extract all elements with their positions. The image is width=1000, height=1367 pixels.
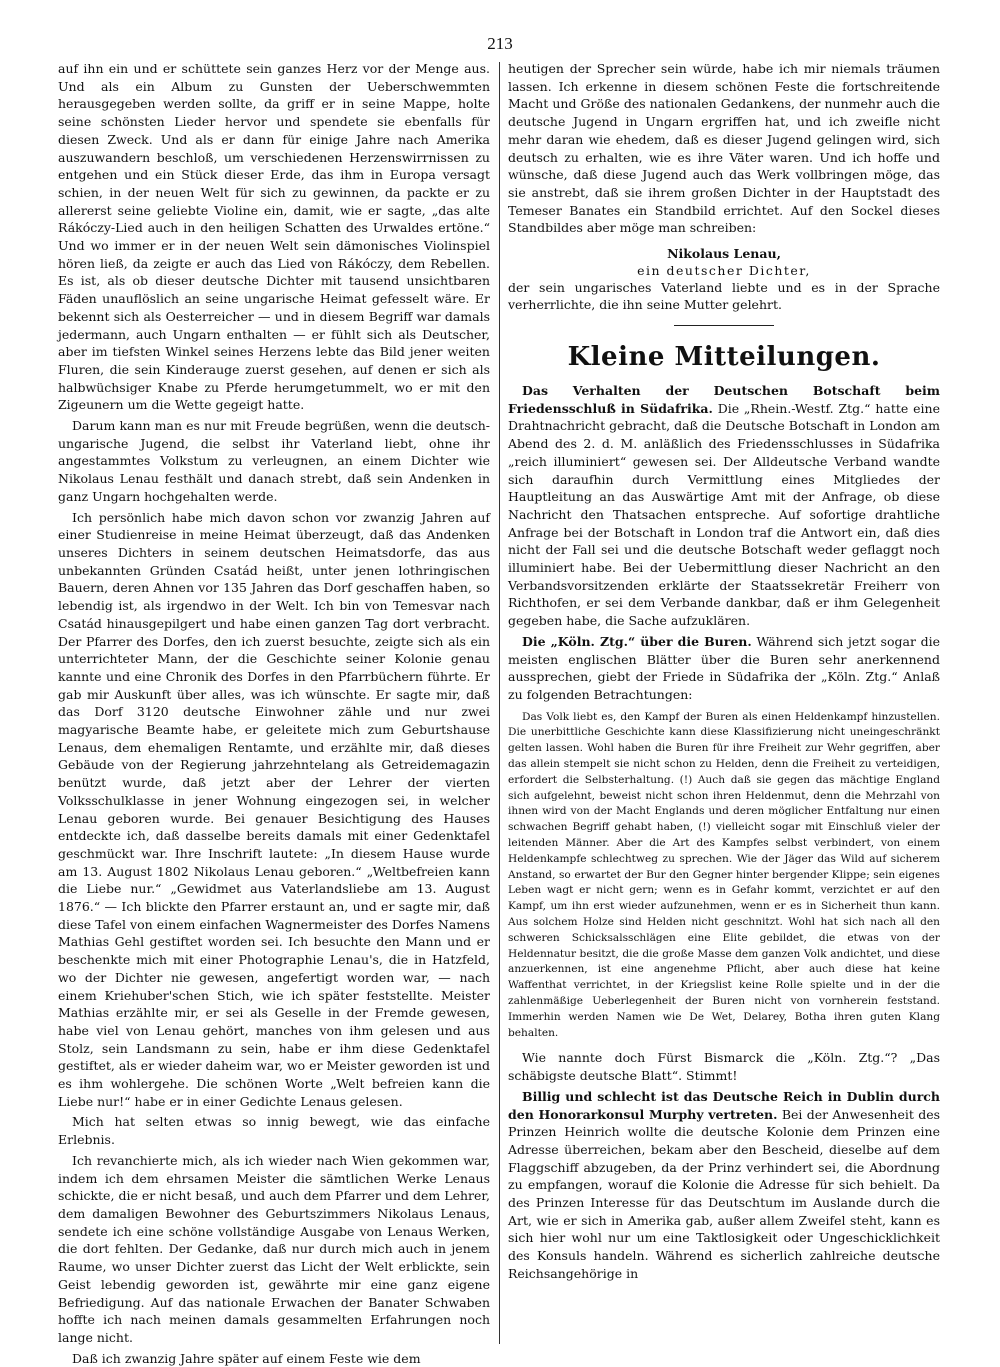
block-quote: Das Volk liebt es, den Kampf der Buren als einen Heldenkampf hinzustellen. Die unerbittliche Geschichte kann diese Klassifizierung nicht uneingeschränkt gelten lassen. Wohl haben die Buren für ihre Freiheit zur Wehr gegriffen, aber das allein stempelt sie nicht schon zu Helden, denn die Freiheit zu verteidigen, erfordert die Selbsterhaltung. (!) Auch daß sie gegen das mächtige England sich aufgelehnt, beweist nicht schon ihren Heldenmut, denn die Mehrzahl von ihnen wird von der Macht Englands und deren möglicher Entfaltung nur einen schwachen Begriff gehabt haben, (!) vielleicht sogar mit Einschluß vieler der leitenden Männer. Aber die Art des Kampfes selbst verbindert, von einem Heldenkampfe schlechtweg zu sprechen. Wie der Jäger das Wild auf sicherem Anstand, so erwartet der Bur den Gegner hinter bergender Klippe; sein eigenes Leben wagt er nicht gern; wenn es in Gefahr kommt, verzichtet er auf den Kampf, um ihn erst wieder aufzunehmen, wenn er es in Sicherheit thun kann. Aus solchem Holze sind Helden nicht geschnitzt. Wohl hat sich nach all den schweren Schicksalsschlägen eine Elite gebildet, die etwas von der Heldennatur besitzt, die die große Masse dem ganzen Volk andichtet, und diese anzuerkennen, ist eine angenehme Pflicht, aber auch diese hat keine Waffenthat verrichtet, in der Kriegslist keine Rolle spielte und in der die zahlenmäßige Ueberlegenheit der Buren nicht von vornherein feststand. Immerhin werden Namen wie De Wet, Delarey, Botha ihren guten Klang behalten. <box>508 710 940 1039</box>
inscription <box>508 245 940 279</box>
paragraph: Mich hat selten etwas so innig bewegt, wie das einfache Erlebnis. <box>58 1114 490 1148</box>
news-item-lead: Die „Köln. Ztg.“ über die Buren. <box>522 633 752 649</box>
news-item-text: Bei der Anwesenheit des Prinzen Heinrich wollte die deutsche Kolonie dem Prinzen eine Adresse überreichen, bekam aber den Bescheid, dieselbe auf dem Flaggschiff abzugeben, da der Prinz verhindert sei, die Abordnung zu empfangen, worauf die Kolonie die Adresse für sich behielt. Da des Prinzen Interesse für das Deutschtum im Auslande durch die Art, wie er sich in Amerika gab, außer allem Zweifel steht, kann es sich hier wohl nur um eine Taktlosigkeit oder Ungeschicklichkeit des Konsuls handeln. Während es sicherlich zahlreiche deutsche Reichsangehörige in <box>508 1106 941 1281</box>
left-column <box>58 60 490 1366</box>
page-number: 213 <box>487 34 513 53</box>
news-item-lead: Billig und schlecht ist das Deutsche Reich in Dublin durch den Honorarkonsul Murphy vertreten. <box>508 1088 940 1122</box>
paragraph: Ich persönlich habe mich davon schon vor zwanzig Jahren auf einer Studienreise in meine Heimat überzeugt, daß das Andenken unseres Dichters in seinem deutschen Heimatsdorfe, das aus unbekannten Gründen Csatád heißt, unter jenen lothringischen Bauern, deren Ahnen vor 135 Jahren das Dorf geschaffen haben, so lebendig ist, als irgendwo in der Welt. Ich bin von Temesvar nach Csatád hinausgepilgert und habe einen ganzen Tag dort verbracht. Der Pfarrer des Dorfes, den ich zuerst besuchte, zeigte sich als ein unterrichteter Mann, der die Geschichte seiner Kolonie genau kannte und eine Chronik des Dorfes in den Pfarrbüchern führte. Er gab mir Auskunft über alles, was ich wünschte. Er sagte mir, daß das Dorf 3120 deutsche Einwohner zähle und nur zwei magyarische Beamte habe, er geleitete mich zum Geburtshause Lenaus, dem ehemaligen Rentamte, und erzählte mir, daß dieses Gebäude von der Regierung jahrzehntelang als Getreidemagazin benützt wurde, daß jetzt aber der Lehrer der vierten Volksschulklasse in jener Wohnung eingezogen sei, in welcher Lenau geboren wurde. Bei genauer Besichtigung des Hauses entdeckte ich, daß dasselbe bereits damals mit einer Gedenktafel geschmückt war. Ihre Inschrift lautete: „In diesem Hause wurde am 13. August 1802 Nikolaus Lenau geboren.“ „Weltbefreien kann die Liebe nur.“ „Gewidmet aus Vaterlandsliebe am 13. August 1876.“ — Ich blickte den Pfarrer erstaunt an, und er sagte mir, daß diese Tafel von einem einfachen Wagnermeister des Dorfes Namens Mathias Gehl gestiftet worden sei. Ich besuchte den Mann und er beschenkte mich mit einer Photographie Lenau's, die in Hatzfeld, wo der Dichter nie gewesen, angefertigt worden war, — nach einem Kriehuber'schen Stich, wie ich später feststellte. Meister Mathias erzählte mir, er sei als Geselle in der Fremde gewesen, habe viel von Lenau gehört, manches von ihm gelesen und aus Stolz, sein Landsmann zu sein, habe er ihm diese Gedenktafel gestiftet, als er wieder daheim war, wo er Meister geworden ist und es ihm wohlergehe. Die schönen Worte „Welt befreien kann die Liebe nur!“ habe er in einer Gedichte Lenaus gelesen. <box>58 509 490 1109</box>
inscription-text: der sein ungarisches Vaterland liebte und es in der Sprache verherrlichte, die ihn seine Mutter gelehrt. <box>508 280 940 313</box>
paragraph: Daß ich zwanzig Jahre später auf einem Feste wie dem <box>72 1350 421 1366</box>
news-item-lead: Das Verhalten der Deutschen Botschaft beim Friedensschluß in Südafrika. <box>508 383 940 416</box>
paragraph: heutigen der Sprecher sein würde, habe ich mir niemals träumen lassen. Ich erkenne in diesem schönen Feste die fortschreitende Macht und Größe des nationalen Gedankens, der nunmehr auch die deutsche Jugend in Ungarn ergriffen hat, und ich zweifle nicht mehr daran wie ehedem, daß es dieser Jugend gelingen wird, sich deutsch zu erhalten, wie es ihre Väter waren. Und ich hoffe und wünsche, daß diese Jugend auch das Werk vollbringen möge, das sie anstrebt, daß sie ihrem großen Dichter in der Hauptstadt des Temeser Banates ein Standbild errichtet. Auf den Sockel dieses Standbildes aber möge man schreiben: <box>508 61 940 236</box>
paragraph: Ich revanchierte mich, als ich wieder nach Wien gekommen war, indem ich dem ehrsamen Meister die sämtlichen Werke Lenaus schickte, die er nicht besaß, und auch dem Pfarrer und dem Lehrer, dem damaligen Bewohner des Geburtszimmers Nikolaus Lenaus, sendete ich eine schöne vollständige Ausgabe von Lenaus Werken, die dort fehlten. Der Gedanke, daß nur durch mich auch in jenem Raume, wo unser Dichter zuerst das Licht der Welt erblickte, sein Geist lebendig geworden ist, gewährte mir eine ganz eigene Befriedigung. Auf das nationale Erwachen der Banater Schwaben hoffte ich nach meinen damals gesammelten Erfahrungen noch lange nicht. <box>58 1152 490 1345</box>
paragraph: Darum kann man es nur mit Freude begrüßen, wenn die deutsch-ungarische Jugend, die selbst ihr Vaterland liebt, ohne ihr angestammtes Volkstum zu verleugnen, an einem Dichter wie Nikolaus Lenau festhält und danach strebt, daß sein Andenken in ganz Ungarn hochgehalten werde. <box>58 418 490 504</box>
section-divider <box>674 325 774 326</box>
column-divider <box>499 62 500 1344</box>
paragraph: auf ihn ein und er schüttete sein ganzes Herz vor der Menge aus. Und als ein Album zu Gunsten der Ueberschwemmten herausgegeben werden sollte, da griff er in seine Mappe, holte seine schönsten Lieder hervor und spendete sie ebenfalls für diesen Zweck. Und als er dann für einige Jahre nach Amerika auszuwandern beschloß, um verschiedenen Herzenswirrnissen zu entgehen und ein Stück dieser Erde, das ihm in Europa versagt schien, in der neuen Welt für sich zu gewinnen, da packte er zu allererst seine geliebte Violine ein, damit, wie er sagte, „das alte Rákóczy-Lied auch in den heiligen Schatten des Urwaldes ertöne.“ Und wo immer er in der neuen Welt sein dämonisches Violinspiel hören ließ, da zeigte er auch das Lied von Rákóczy, dem Rebellen. Es ist, als ob dieser deutsche Dichter mit tausend unsichtbaren Fäden unauflöslich an seine ungarische Heimat gefesselt wäre. Er bekennt sich als Oesterreicher — und in diesem Begriff war damals jedermann, auch Ungarn enthalten — er fühlt sich als Deutscher, aber im tiefsten Winkel seines Herzens lebte das Bild jener weiten Fluren, die sein Kinderauge zuerst gesehen, auf denen er sich als halbwüchsiger Knabe zu Pferde herumgetummelt, wo er mit den Zigeunern um die Wette gegeigt hatte. <box>58 61 490 413</box>
inscription-name: Nikolaus Lenau, <box>667 246 781 262</box>
section-title: Kleine Mitteilungen. <box>567 342 881 373</box>
inscription-subtitle: ein deutscher Dichter, <box>637 263 811 279</box>
right-column <box>508 60 940 1336</box>
remark: Wie nannte doch Fürst Bismarck die „Köln. Ztg.“? „Das schäbigste deutsche Blatt“. Stimmt! <box>508 1050 940 1084</box>
news-item <box>508 1088 940 1283</box>
news-item-text: Die „Rhein.-Westf. Ztg.“ hatte eine Drahtnachricht gebracht, daß die Deutsche Botschaft in London am Abend des 2. d. M. anläßlich des Friedensschlusses in Südafrika „reich illuminiert“ gewesen sei. Der Alldeutsche Verband wandte sich daraufhin durch Vermittlung eines Mitgliedes der Hauptleitung an das Auswärtige Amt mit der Anfrage, ob diese Nachricht den Thatsachen entspreche. Auf sofortige drahtliche Anfrage bei der Botschaft in London traf die Antwort ein, daß dies nicht der Fall sei und die deutsche Botschaft weder geflaggt noch illuminiert habe. Bei der Uebermittlung dieser Nachricht an den Verbandsvorsitzenden erklärte der Staatssekretär Freiherr von Richthofen, er sei dem Verbande dankbar, daß er ihm Gelegenheit gegeben habe, die Sache aufzuklären. <box>508 400 940 629</box>
news-item <box>508 633 940 704</box>
news-item <box>508 382 940 630</box>
news-item-text: Während sich jetzt sogar die meisten englischen Blätter über die Buren sehr anerkennend aussprechen, giebt der Friede in Südafrika der „Köln. Ztg.“ Anlaß zu folgenden Betrachtungen: <box>508 633 940 702</box>
